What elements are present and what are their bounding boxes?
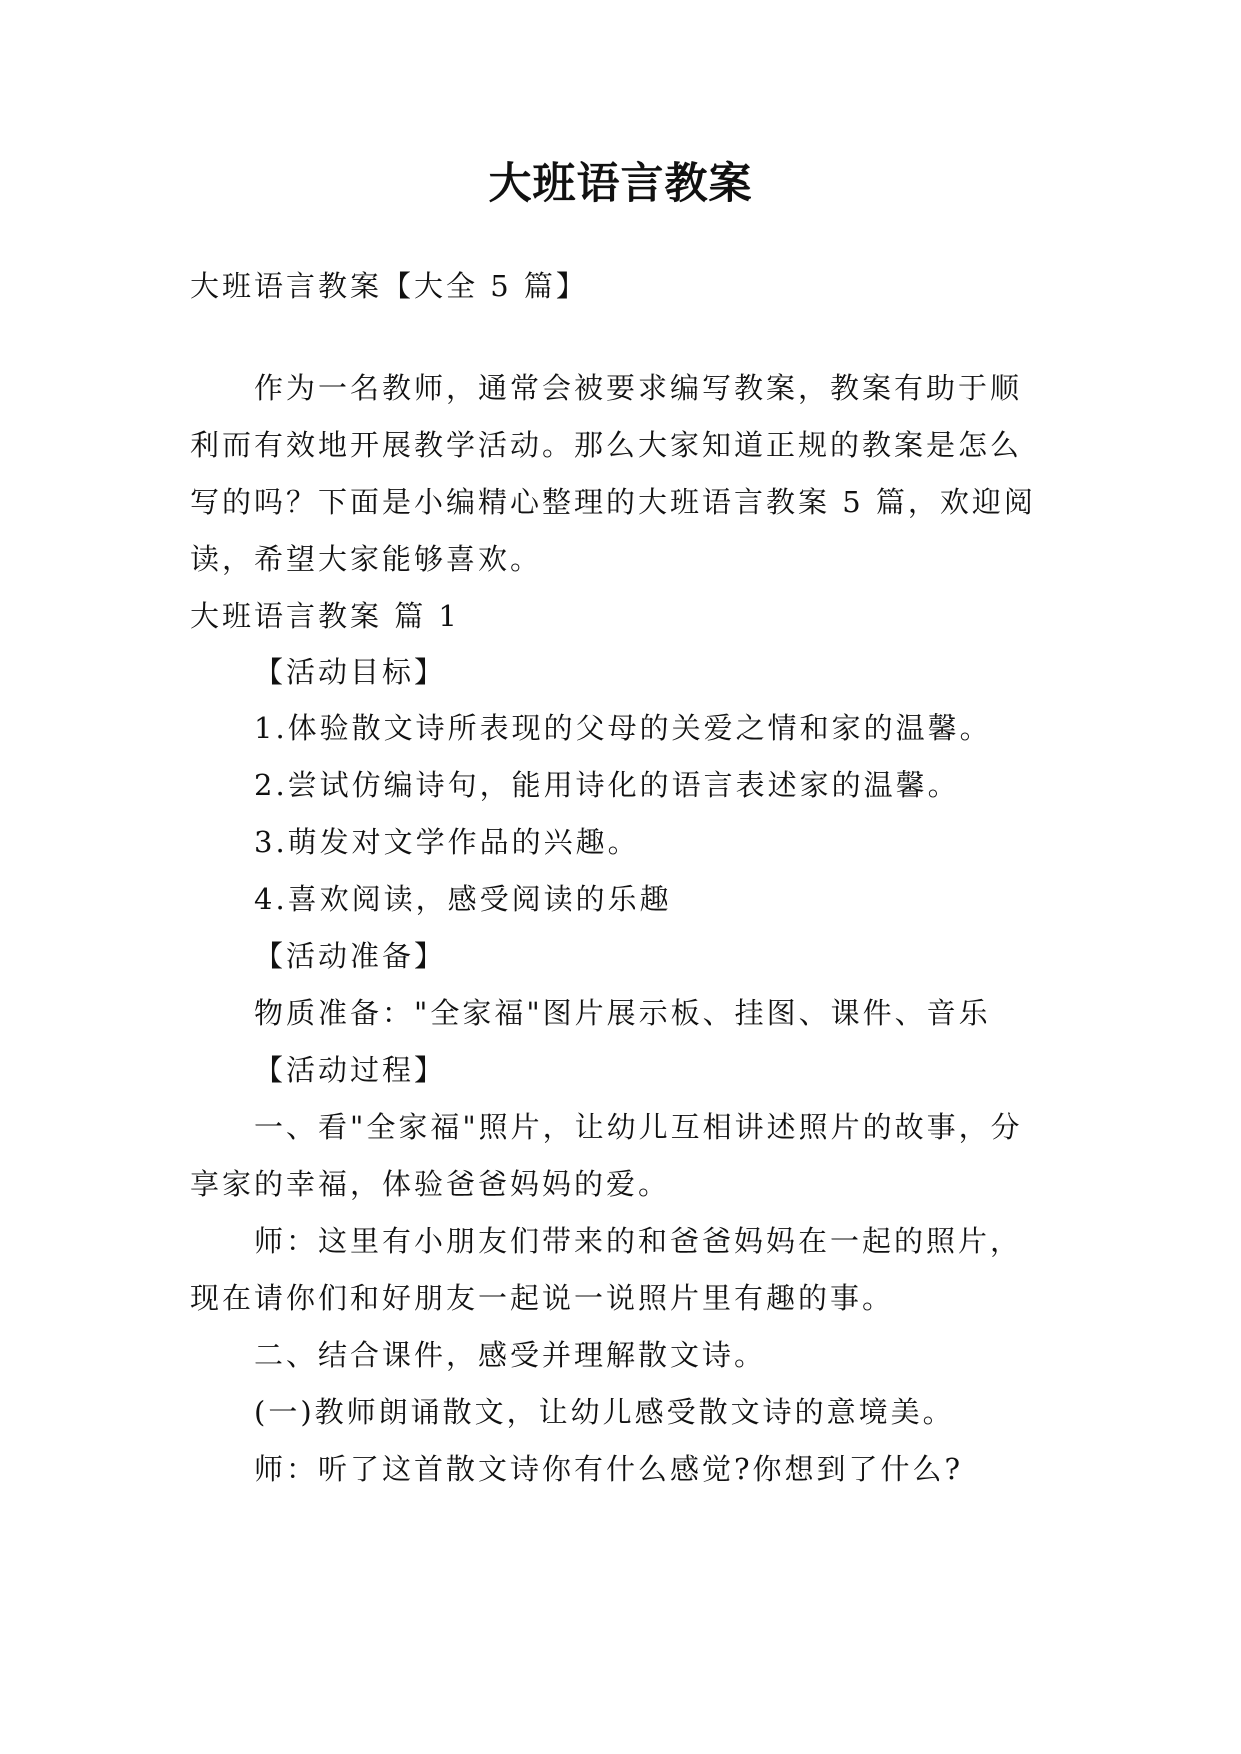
- intro-paragraph-line: 读，希望大家能够喜欢。: [190, 542, 543, 576]
- goal-item: 1.体验散文诗所表现的父母的关爱之情和家的温馨。: [254, 711, 992, 745]
- intro-paragraph-line: 作为一名教师，通常会被要求编写教案，教案有助于顺: [254, 371, 1023, 405]
- intro-paragraph-line: 利而有效地开展教学活动。那么大家知道正规的教案是怎么: [190, 428, 1023, 462]
- goal-item: 4.喜欢阅读，感受阅读的乐趣: [254, 882, 672, 916]
- document-title: 大班语言教案: [488, 159, 753, 209]
- goal-item: 3.萌发对文学作品的兴趣。: [254, 825, 640, 859]
- intro-paragraph-line: 写的吗？下面是小编精心整理的大班语言教案 5 篇，欢迎阅: [190, 485, 1036, 519]
- goal-heading: 【活动目标】: [254, 655, 447, 689]
- section-heading: 大班语言教案 篇 1: [190, 599, 460, 633]
- process-line: 二、结合课件，感受并理解散文诗。: [254, 1338, 767, 1372]
- process-line: 现在请你们和好朋友一起说一说照片里有趣的事。: [190, 1281, 895, 1315]
- preparation-text: 物质准备："全家福"图片展示板、挂图、课件、音乐: [254, 996, 991, 1030]
- process-line: 享家的幸福，体验爸爸妈妈的爱。: [190, 1167, 671, 1201]
- preparation-heading: 【活动准备】: [254, 939, 447, 973]
- goal-item: 2.尝试仿编诗句，能用诗化的语言表述家的温馨。: [254, 768, 960, 802]
- document-subtitle: 大班语言教案【大全 5 篇】: [190, 269, 588, 303]
- process-heading: 【活动过程】: [254, 1053, 447, 1087]
- process-line: 师：听了这首散文诗你有什么感觉?你想到了什么?: [254, 1452, 964, 1486]
- process-line: 一、看"全家福"照片，让幼儿互相讲述照片的故事，分: [254, 1110, 1023, 1144]
- process-line: (一)教师朗诵散文，让幼儿感受散文诗的意境美。: [254, 1395, 955, 1429]
- process-line: 师：这里有小朋友们带来的和爸爸妈妈在一起的照片，: [254, 1224, 1023, 1258]
